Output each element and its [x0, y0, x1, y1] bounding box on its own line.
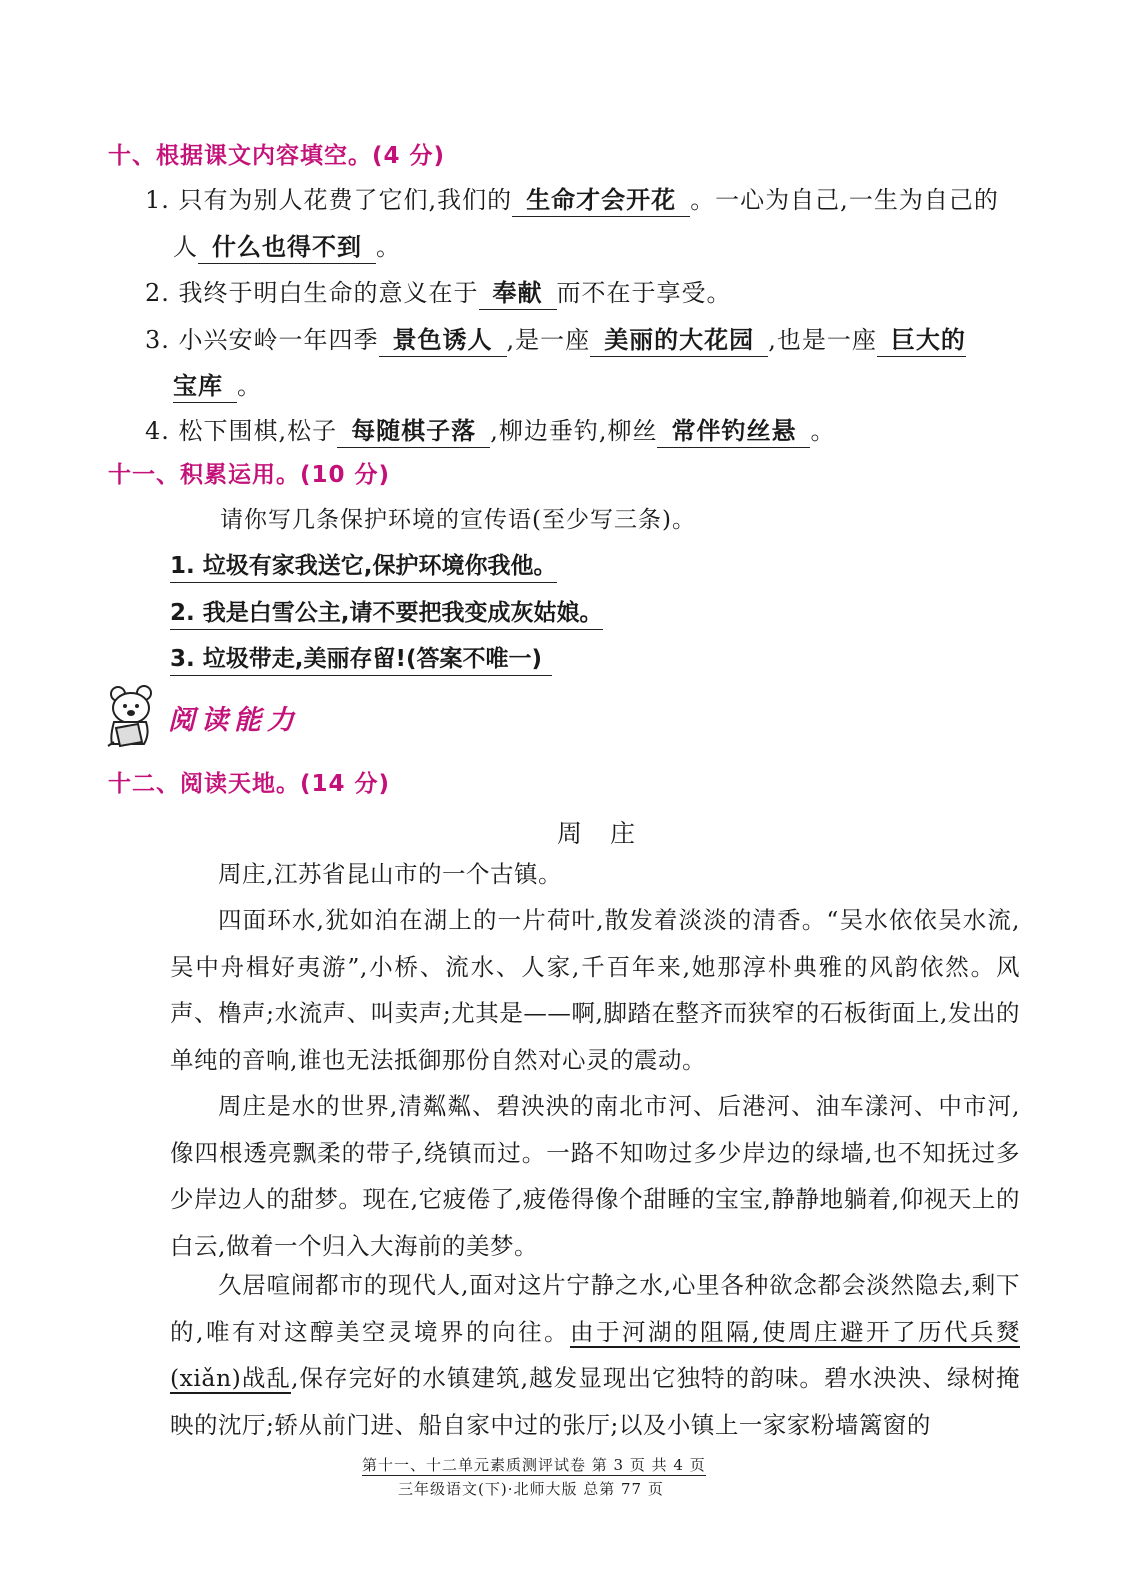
q10-item2	[145, 273, 732, 310]
passage-title: 周庄	[557, 819, 664, 848]
answer-blank: 生命才会开花	[512, 187, 690, 217]
item-text: 而不在于享受。	[556, 279, 732, 307]
item-text: ,柳边垂钓,柳丝	[490, 417, 658, 445]
paragraph-text: 久居喧闹都市的现代人,面对这片宁静之水,心里各种欲念都会淡然隐去,剩下的,唯有对这醇美空灵境界的向往。	[170, 1271, 1020, 1346]
item-text: 只有为别人花费了它们,我们的	[178, 186, 513, 214]
answer-blank: 美丽的大花园	[590, 327, 768, 357]
answer-blank: 巨大的	[877, 327, 966, 357]
bear-reading-icon	[104, 684, 162, 748]
q11-prompt: 请你写几条保护环境的宣传语(至少写三条)。	[220, 507, 696, 533]
q11-answer-2: 2. 我是白雪公主,请不要把我变成灰姑娘。	[170, 594, 603, 630]
answer-blank: 宝库	[173, 373, 237, 403]
footer-book-info: 三年级语文(下)·北师大版 总第 77 页	[398, 1480, 664, 1498]
item-number: 4.	[145, 417, 170, 445]
answer-blank: 景色诱人	[379, 327, 507, 357]
paragraph-text: ,保存完好的水镇建筑,越发显现出它独特的韵味。碧水泱泱、绿树掩映的沈厅;轿从前门进、船自家中过的张厅;以及小镇上一家家粉墙篱窗的	[170, 1364, 1020, 1439]
item-text: 。	[237, 372, 262, 400]
q10-item1-line1	[145, 180, 999, 217]
answer-blank: 每随棋子落	[337, 418, 490, 448]
q10-item1-line2	[173, 227, 401, 264]
footer-page-info: 第十一、十二单元素质测评试卷 第 3 页 共 4 页	[362, 1456, 706, 1474]
passage-paragraph-3: 周庄是水的世界,清粼粼、碧泱泱的南北市河、后港河、油车漾河、中市河,像四根透亮飘柔的带子,绕镇而过。一路不知吻过多少岸边的绿墙,也不知抚过多少岸边人的甜梦。现在,它疲倦了,疲倦得像个甜睡的宝宝,静静地躺着,仰视天上的白云,做着一个归入大海前的美梦。	[170, 1092, 1020, 1260]
item-number: 3.	[145, 326, 170, 354]
q10-item3-line2	[173, 366, 262, 403]
item-text: ,也是一座	[768, 326, 877, 354]
q10-item3-line1	[145, 320, 966, 357]
passage-paragraph-4	[170, 1262, 1020, 1448]
item-text: 松下围棋,松子	[178, 417, 338, 445]
item-text: 。	[376, 233, 401, 261]
q10-heading: 十、根据课文内容填空。(4 分)	[108, 143, 446, 169]
q12-heading: 十二、阅读天地。(14 分)	[108, 771, 391, 797]
q11-heading: 十一、积累运用。(10 分)	[108, 462, 391, 488]
q11-answer-1: 1. 垃圾有家我送它,保护环境你我他。	[170, 547, 557, 583]
passage-paragraph-1: 周庄,江苏省昆山市的一个古镇。	[218, 860, 562, 888]
item-text: 。	[810, 417, 836, 445]
answer-blank: 奉献	[479, 280, 557, 310]
item-number: 2.	[145, 279, 170, 307]
item-text: 我终于明白生命的意义在于	[178, 279, 479, 307]
item-text: 。一心为自己,一生为自己的	[690, 186, 999, 214]
answer-blank: 什么也得不到	[198, 234, 376, 264]
answer-blank: 常伴钓丝悬	[657, 418, 810, 448]
passage-paragraph-2: 四面环水,犹如泊在湖上的一片荷叶,散发着淡淡的清香。“吴水依依吴水流,吴中舟楫好夷游”,小桥、流水、人家,千百年来,她那淳朴典雅的风韵依然。风声、橹声;水流声、叫卖声;尤其是——啊,脚踏在整齐而狭窄的石板街面上,发出的单纯的音响,谁也无法抵御那份自然对心灵的震动。	[170, 906, 1020, 1074]
q11-answer-3: 3. 垃圾带走,美丽存留!(答案不唯一)	[170, 640, 552, 676]
section-banner: 阅读能力	[168, 705, 300, 736]
item-text: 小兴安岭一年四季	[178, 326, 379, 354]
item-text: ,是一座	[506, 326, 591, 354]
underlined-sentence: 由于河湖的阻隔,使周庄避开了历代兵燹(xiǎn)战乱	[170, 1317, 1020, 1392]
item-number: 1.	[145, 186, 170, 214]
q10-item4	[145, 411, 835, 448]
item-text: 人	[173, 233, 198, 261]
